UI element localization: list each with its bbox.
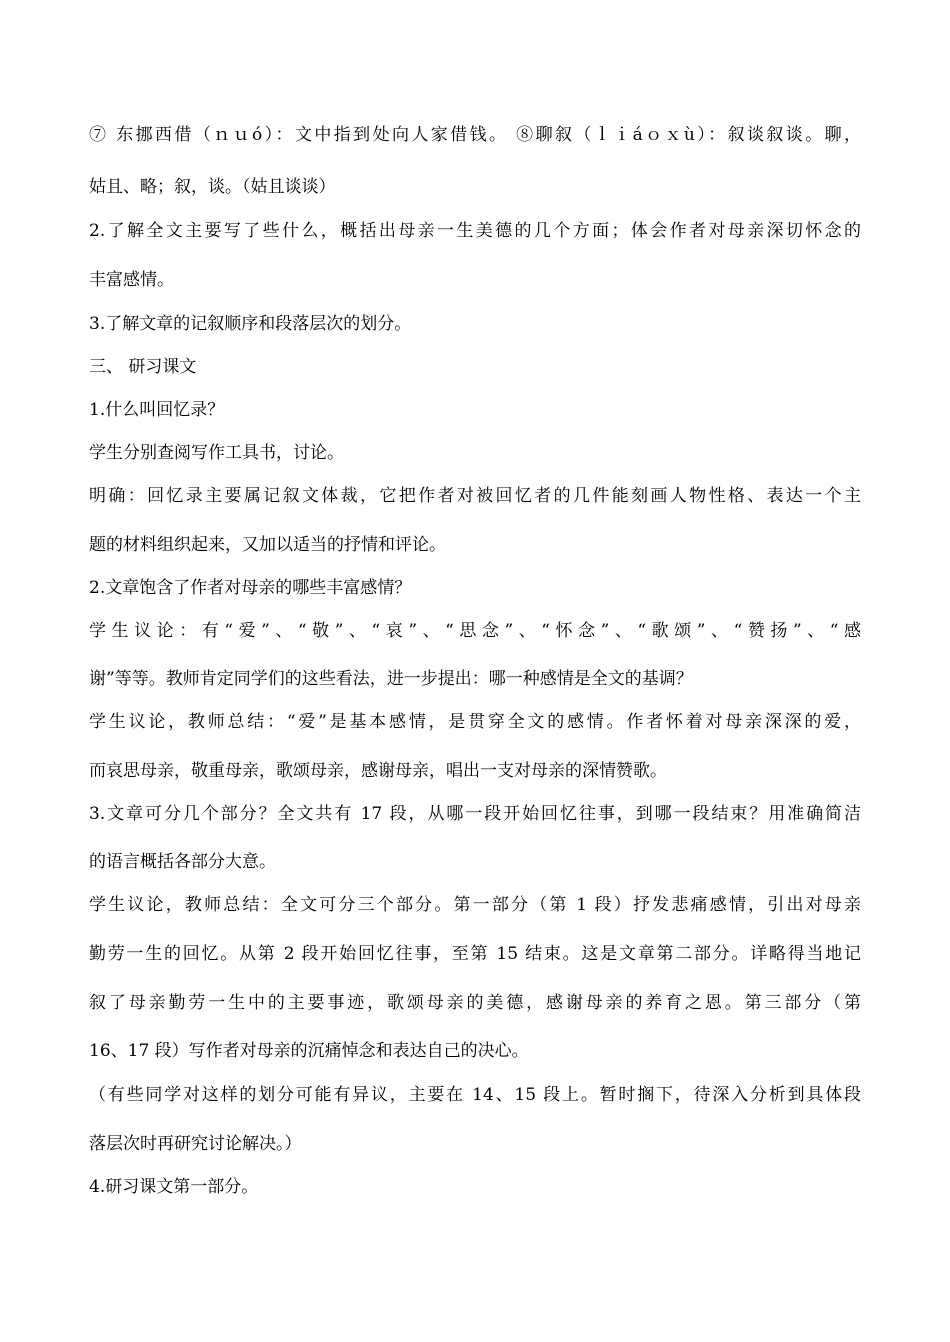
text-line: 学生议论：有“爱”、“敬”、“哀”、“思念”、“怀念”、“歌颂”、“赞扬”、“感 xyxy=(89,621,861,641)
text-line: 2.文章饱含了作者对母亲的哪些丰富感情？ xyxy=(89,578,412,598)
text-line: 的语言概括各部分大意。 xyxy=(89,852,276,872)
text-line: 叙了母亲勤劳一生中的主要事迹，歌颂母亲的美德，感谢母亲的养育之恩。第三部分（第 xyxy=(89,993,861,1013)
section-heading: 三、 研习课文 xyxy=(89,357,197,377)
text-line: 明确：回忆录主要属记叙文体裁，它把作者对被回忆者的几件能刻画人物性格、表达一个主 xyxy=(89,486,861,506)
text-line: ⑦ 东挪西借（ｎｕó）：文中指到处向人家借钱。 ⑧聊叙（ｌｉáｏｘù）：叙谈叙谈。聊， xyxy=(89,125,861,145)
text-line: 学生分别查阅写作工具书，讨论。 xyxy=(89,443,344,463)
text-line: 16、17 段）写作者对母亲的沉痛悼念和表达自己的决心。 xyxy=(89,1041,529,1061)
text-line: 题的材料组织起来，又加以适当的抒情和评论。 xyxy=(89,535,446,555)
text-line: （有些同学对这样的划分可能有异议，主要在 14、15 段上。暂时搁下，待深入分析到具体段 xyxy=(89,1085,861,1105)
text-line: 4.研习课文第一部分。 xyxy=(89,1177,259,1197)
text-line: 学生议论，教师总结：“爱”是基本感情，是贯穿全文的感情。作者怀着对母亲深深的爱， xyxy=(89,712,861,732)
text-line: 1.什么叫回忆录？ xyxy=(89,400,225,420)
text-line: 丰富感情。 xyxy=(89,270,174,290)
text-line: 谢”等等。教师肯定同学们的这些看法，进一步提出：哪一种感情是全文的基调？ xyxy=(89,669,693,689)
text-line: 姑且、略；叙，谈。（姑且谈谈） xyxy=(89,177,336,197)
text-line: 学生议论，教师总结：全文可分三个部分。第一部分（第 1 段）抒发悲痛感情，引出对母亲 xyxy=(89,895,861,915)
text-line: 落层次时再研究讨论解决。） xyxy=(89,1134,302,1154)
text-line: 3.文章可分几个部分？全文共有 17 段，从哪一段开始回忆往事，到哪一段结束？用准确简洁 xyxy=(89,804,861,824)
text-line: 而哀思母亲，敬重母亲，歌颂母亲，感谢母亲，唱出一支对母亲的深情赞歌。 xyxy=(89,761,667,781)
text-line: 2.了解全文主要写了些什么，概括出母亲一生美德的几个方面；体会作者对母亲深切怀念的 xyxy=(89,221,861,241)
text-line: 勤劳一生的回忆。从第 2 段开始回忆往事，至第 15 结束。这是文章第二部分。详略得当地记 xyxy=(89,944,861,964)
text-line: 3.了解文章的记叙顺序和段落层次的划分。 xyxy=(89,314,412,334)
